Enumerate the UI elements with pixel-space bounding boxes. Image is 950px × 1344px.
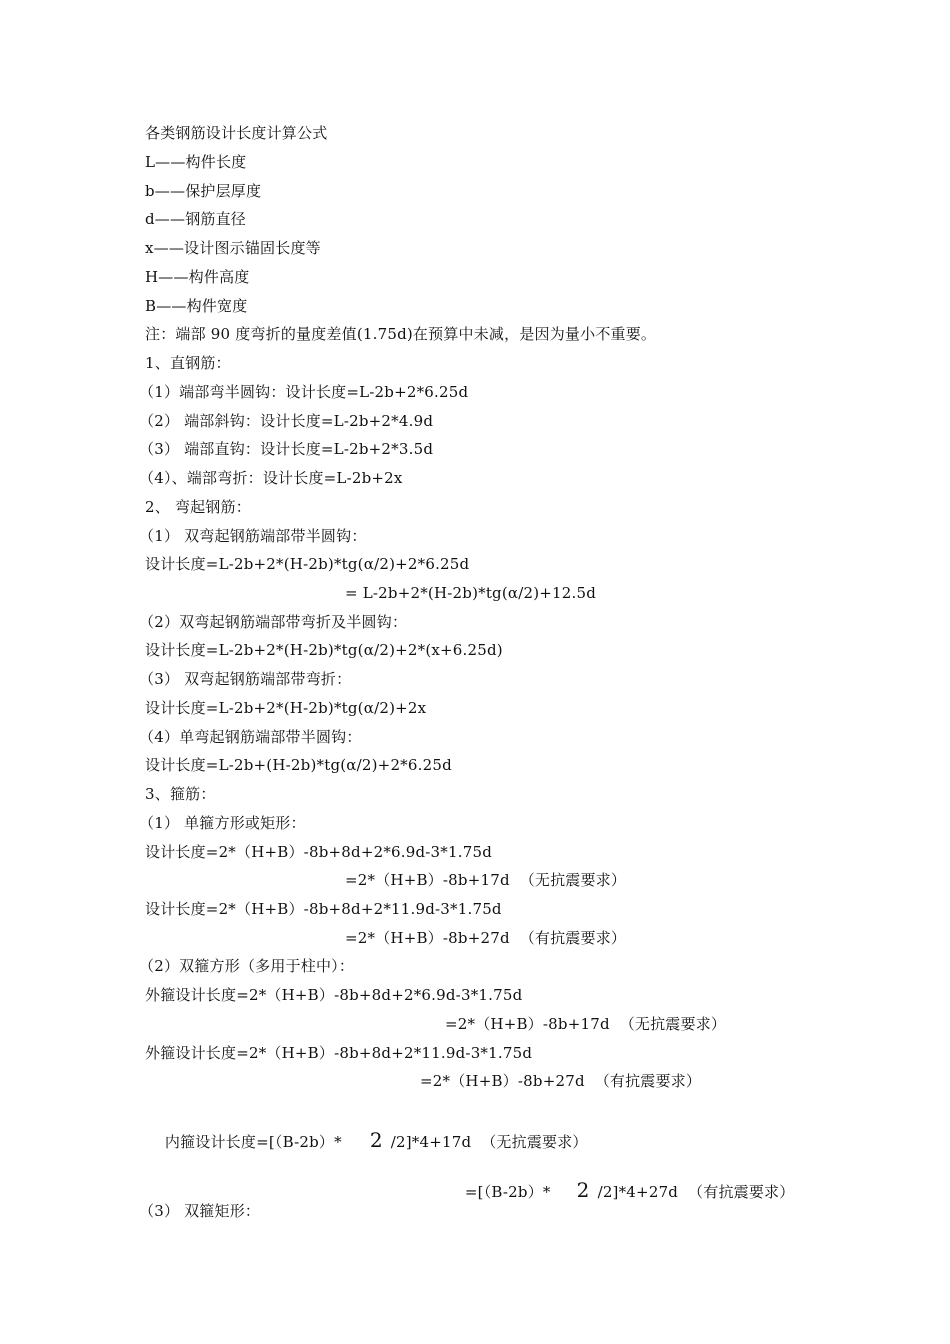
- section-1-item: （1）端部弯半圆钩：设计长度=L-2b+2*6.25d: [139, 383, 469, 401]
- formula-part: =[（B-2b）*: [464, 1183, 551, 1201]
- section-2-sub-3: （3） 双弯起钢筋端部带弯折：: [139, 670, 352, 688]
- formula-line: = L-2b+2*(H-2b)*tg(α/2)+12.5d: [345, 584, 597, 602]
- formula-line: =2*（H+B）-8b+17d （无抗震要求）: [345, 871, 627, 889]
- formula-line: 设计长度=L-2b+(H-2b)*tg(α/2)+2*6.25d: [145, 756, 452, 774]
- section-2-sub-1: （1） 双弯起钢筋端部带半圆钩：: [139, 527, 367, 545]
- section-2-heading: 2、 弯起钢筋：: [145, 498, 251, 516]
- note-line: 注：端部 90 度弯折的量度差值(1.75d)在预算中未减，是因为量小不重要。: [145, 325, 657, 343]
- definition-H: H——构件高度: [145, 268, 250, 286]
- definition-x: x——设计图示锚固长度等: [145, 239, 321, 257]
- formula-part: 内箍设计长度=[（B-2b）*: [164, 1133, 342, 1151]
- section-1-heading: 1、直钢筋：: [145, 354, 231, 372]
- section-2-sub-2: （2）双弯起钢筋端部带弯折及半圆钩：: [139, 613, 408, 631]
- section-1-item: （3） 端部直钩：设计长度=L-2b+2*3.5d: [139, 440, 434, 458]
- formula-line: =2*（H+B）-8b+27d （有抗震要求）: [420, 1072, 702, 1090]
- section-2-sub-4: （4）单弯起钢筋端部带半圆钩：: [139, 728, 362, 746]
- formula-number: 2: [576, 1178, 590, 1202]
- definition-L: L——构件长度: [145, 153, 247, 171]
- formula-line: 设计长度=L-2b+2*(H-2b)*tg(α/2)+2*6.25d: [145, 555, 470, 573]
- section-3-sub-3: （3） 双箍矩形：: [139, 1202, 261, 1220]
- formula-line: 外箍设计长度=2*（H+B）-8b+8d+2*11.9d-3*1.75d: [145, 1044, 533, 1062]
- formula-part: /2]*4+17d （无抗震要求）: [390, 1133, 588, 1151]
- section-1-item: （2） 端部斜钩：设计长度=L-2b+2*4.9d: [139, 412, 434, 430]
- section-1-item: （4）、端部弯折：设计长度=L-2b+2x: [139, 469, 403, 487]
- formula-part: /2]*4+27d （有抗震要求）: [597, 1183, 795, 1201]
- formula-line: =2*（H+B）-8b+27d （有抗震要求）: [345, 929, 627, 947]
- formula-line: 设计长度=2*（H+B）-8b+8d+2*11.9d-3*1.75d: [145, 900, 502, 918]
- formula-line: [445, 1160, 794, 1222]
- definition-b: b——保护层厚度: [145, 182, 262, 200]
- formula-line: 设计长度=L-2b+2*(H-2b)*tg(α/2)+2*(x+6.25d): [145, 641, 503, 659]
- section-3-sub-2: （2）双箍方形（多用于柱中）：: [139, 957, 355, 975]
- definition-B: B——构件宽度: [145, 297, 248, 315]
- formula-number: 2: [369, 1128, 383, 1152]
- formula-line: 设计长度=L-2b+2*(H-2b)*tg(α/2)+2x: [145, 699, 427, 717]
- formula-line: =2*（H+B）-8b+17d （无抗震要求）: [445, 1015, 727, 1033]
- formula-line: 外箍设计长度=2*（H+B）-8b+8d+2*6.9d-3*1.75d: [145, 986, 523, 1004]
- section-3-heading: 3、箍筋：: [145, 785, 216, 803]
- formula-line: 设计长度=2*（H+B）-8b+8d+2*6.9d-3*1.75d: [145, 843, 492, 861]
- definition-d: d——钢筋直径: [145, 210, 247, 228]
- section-3-sub-1: （1） 单箍方形或矩形：: [139, 814, 306, 832]
- document-title: 各类钢筋设计长度计算公式: [145, 124, 328, 142]
